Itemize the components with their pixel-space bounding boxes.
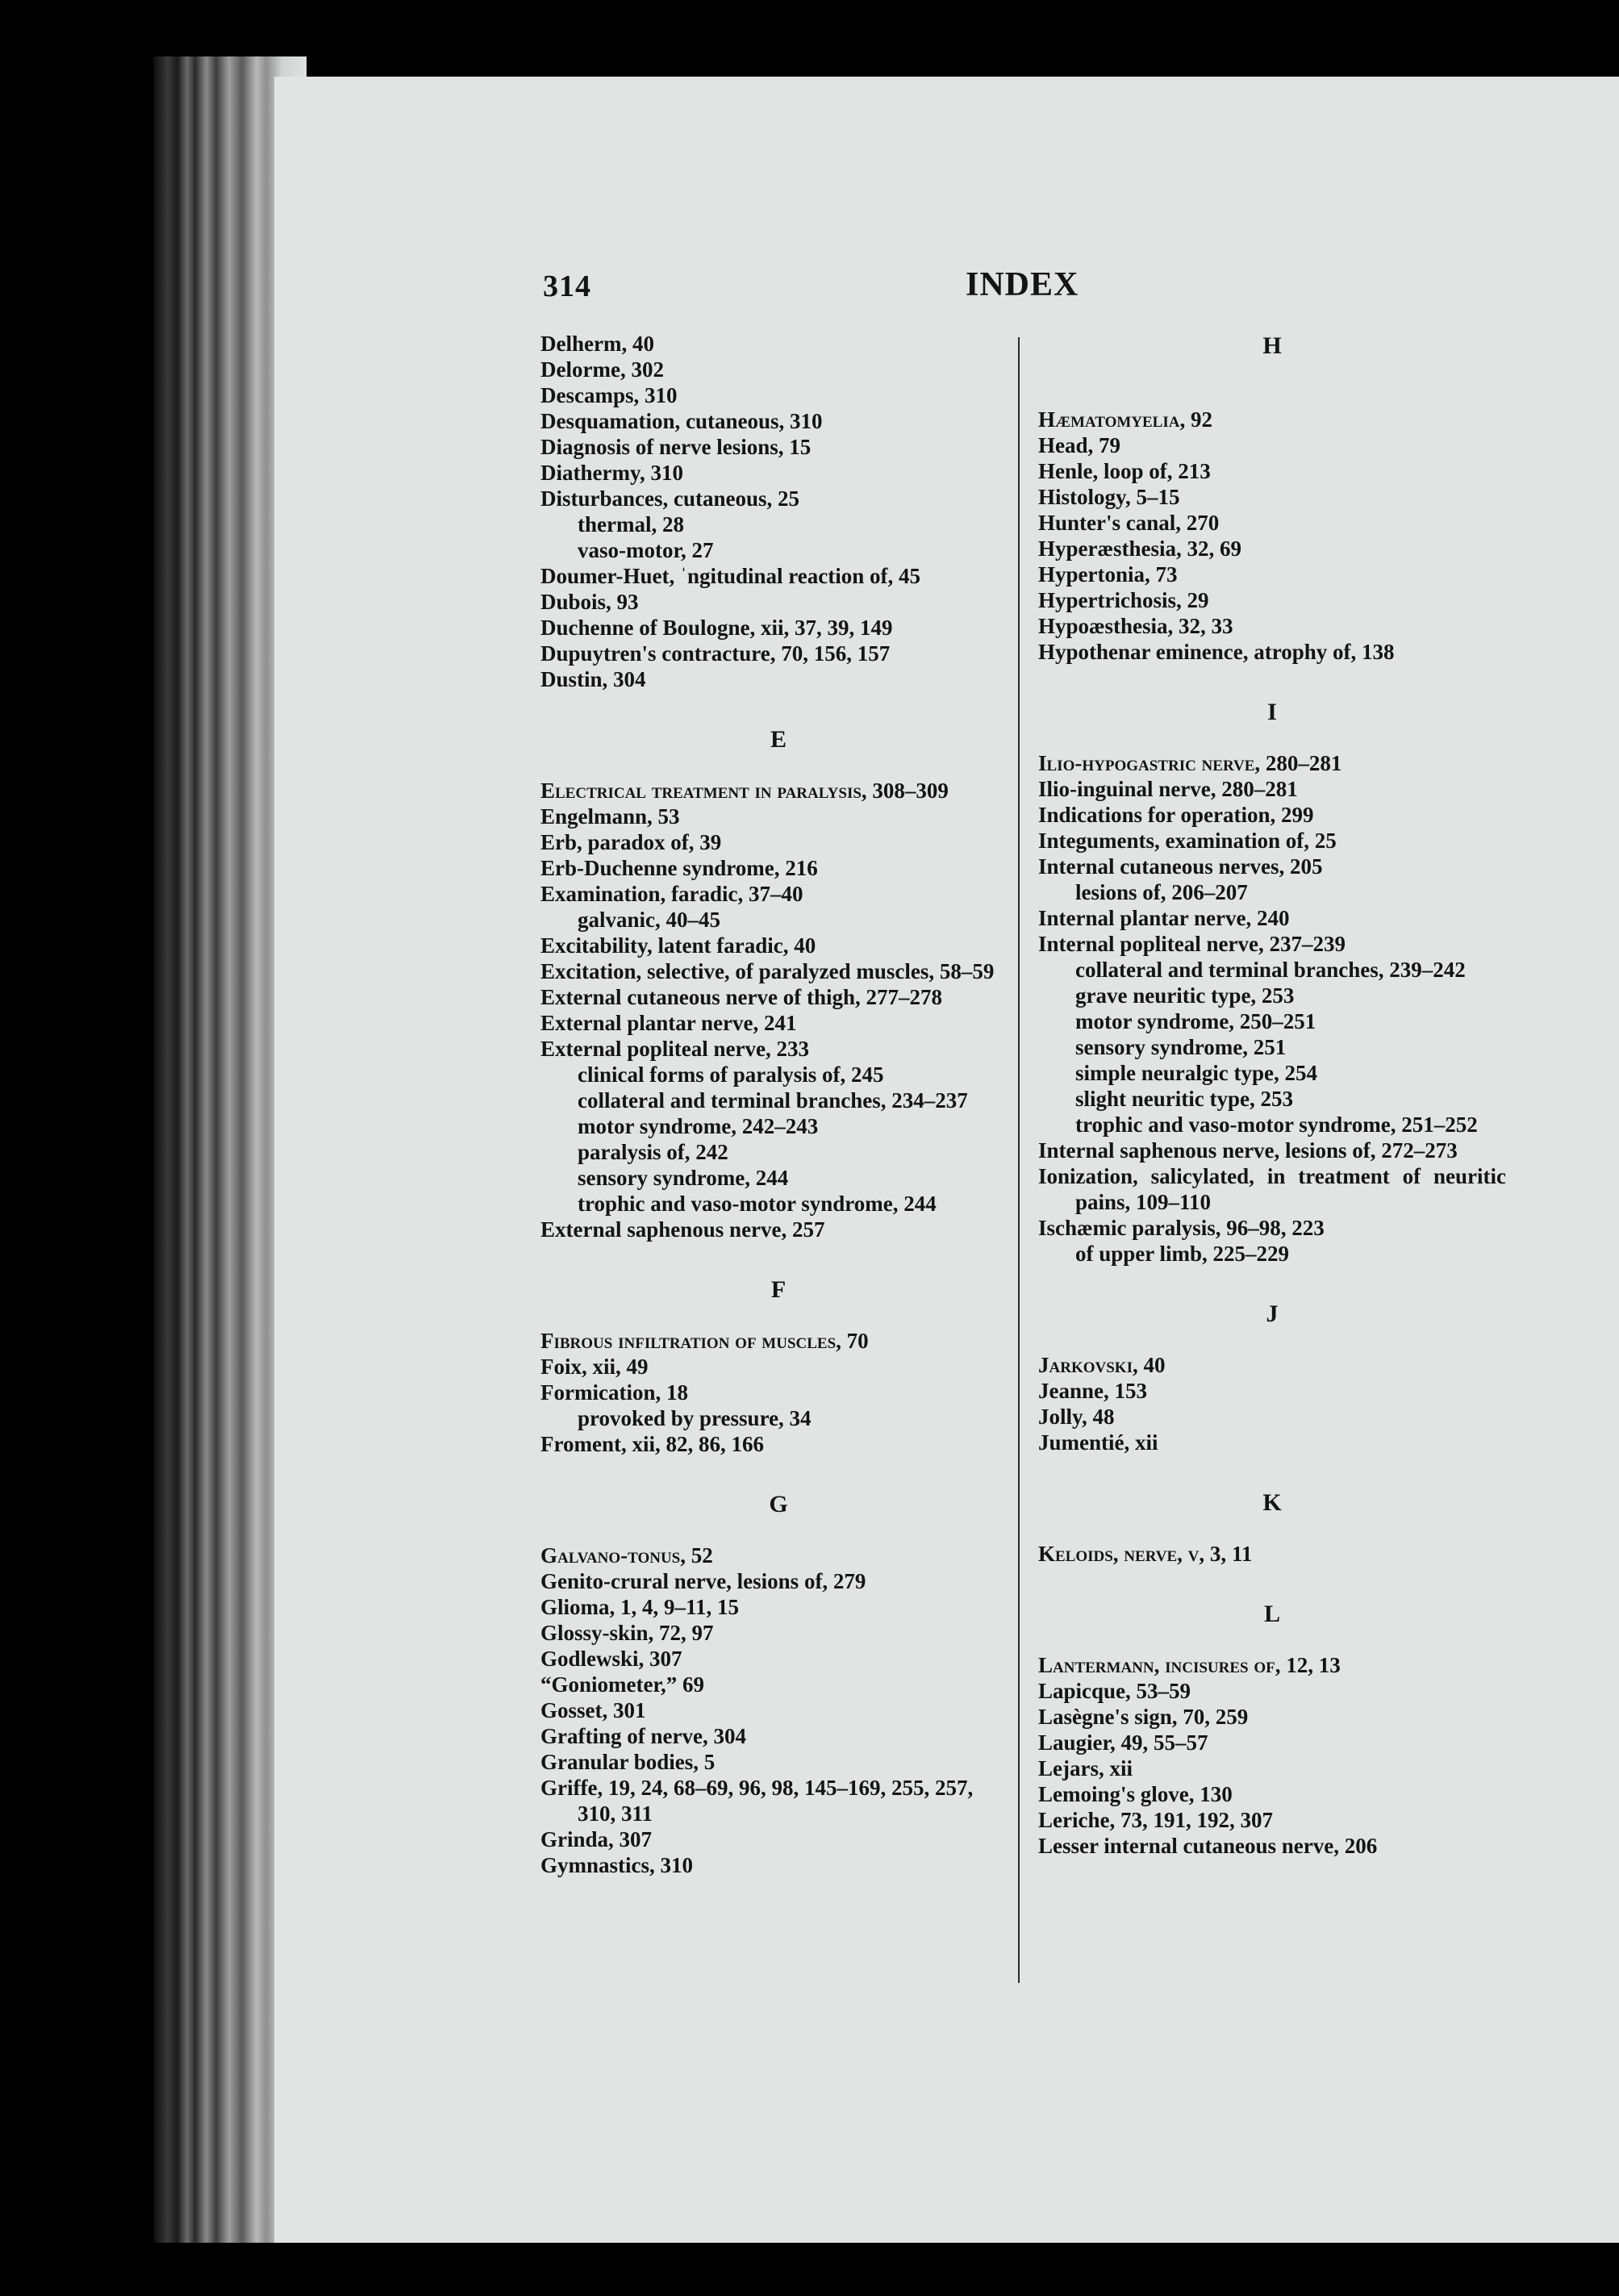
- index-entry: Engelmann, 53: [540, 804, 680, 829]
- index-entry: Ilio-hypogastric nerve, 280–281: [1038, 751, 1342, 775]
- index-entry: Diagnosis of nerve lesions, 15: [540, 435, 812, 459]
- index-entry: Internal popliteal nerve, 237–239: [1038, 932, 1346, 956]
- section-letter: I: [1267, 699, 1277, 725]
- index-entry: External plantar nerve, 241: [540, 1011, 797, 1035]
- spacer: [1038, 361, 1506, 384]
- index-entry: Granular bodies, 5: [540, 1750, 716, 1774]
- index-entry: Leriche, 73, 191, 192, 307: [1038, 1808, 1273, 1832]
- spacer: [540, 1242, 1016, 1275]
- index-entry: Godlewski, 307: [540, 1647, 682, 1671]
- index-subentry: trophic and vaso-motor syndrome, 244: [578, 1192, 937, 1216]
- section-letter: G: [769, 1491, 788, 1517]
- index-entry: Grafting of nerve, 304: [540, 1724, 746, 1748]
- index-entry: Lejars, xii: [1038, 1756, 1133, 1780]
- index-subentry: grave neuritic type, 253: [1075, 983, 1295, 1008]
- index-entry: Formication, 18: [540, 1380, 688, 1405]
- index-entry: Delherm, 40: [540, 332, 654, 356]
- column-divider: [1018, 337, 1020, 1983]
- index-subentry: motor syndrome, 242–243: [578, 1114, 819, 1138]
- index-subentry: sensory syndrome, 251: [1075, 1035, 1287, 1059]
- index-entry: Ionization, salicylated, in treatment of neuritic pains, 109–110: [1038, 1164, 1506, 1214]
- index-entry: Laugier, 49, 55–57: [1038, 1730, 1208, 1755]
- index-subentry: thermal, 28: [578, 512, 684, 536]
- index-entry: External saphenous nerve, 257: [540, 1217, 825, 1242]
- index-entry: Integuments, examination of, 25: [1038, 829, 1337, 853]
- index-entry: Fibrous infiltration of muscles, 70: [540, 1329, 869, 1353]
- index-subentry: collateral and terminal branches, 239–242: [1075, 958, 1466, 982]
- page-title: INDEX: [966, 266, 1079, 303]
- spacer: [540, 1305, 1016, 1328]
- index-entry: Lapicque, 53–59: [1038, 1679, 1191, 1703]
- section-letter: H: [1262, 332, 1282, 359]
- page-header: [543, 266, 1108, 309]
- spacer: [1038, 1518, 1506, 1541]
- index-subentry: lesions of, 206–207: [1075, 880, 1248, 904]
- index-entry: Histology, 5–15: [1038, 485, 1180, 509]
- index-entry: Duchenne of Boulogne, xii, 37, 39, 149: [540, 616, 893, 640]
- spacer: [540, 692, 1016, 724]
- index-entry: Excitability, latent faradic, 40: [540, 933, 816, 958]
- spacer: [1038, 1330, 1506, 1352]
- index-entry: Hyperæsthesia, 32, 69: [1038, 536, 1241, 561]
- section-letter: F: [770, 1276, 787, 1303]
- index-entry: Indications for operation, 299: [1038, 803, 1314, 827]
- index-entry: Hypoæsthesia, 32, 33: [1038, 614, 1233, 638]
- index-entry: External popliteal nerve, 233: [540, 1037, 809, 1061]
- index-entry: Hypertrichosis, 29: [1038, 588, 1209, 612]
- index-subentry: provoked by pressure, 34: [578, 1406, 812, 1430]
- index-entry: Dustin, 304: [540, 667, 646, 691]
- spacer: [540, 755, 1016, 778]
- index-entry: Glossy-skin, 72, 97: [540, 1621, 714, 1645]
- index-subentry: trophic and vaso-motor syndrome, 251–252: [1075, 1113, 1478, 1137]
- index-entry: Doumer-Huet, ˈngitudinal reaction of, 45: [540, 564, 920, 588]
- index-entry: External cutaneous nerve of thigh, 277–278: [540, 985, 942, 1009]
- page-number: 314: [543, 269, 591, 303]
- index-entry: Excitation, selective, of paralyzed muscles, 58–59: [540, 959, 995, 983]
- index-entry: Ischæmic paralysis, 96–98, 223: [1038, 1216, 1325, 1240]
- spacer: [1038, 384, 1506, 407]
- index-entry: Delorme, 302: [540, 357, 664, 382]
- index-entry: Hypertonia, 73: [1038, 562, 1178, 587]
- index-entry: Gymnastics, 310: [540, 1853, 693, 1877]
- spacer: [1038, 1455, 1506, 1488]
- index-entry: Examination, faradic, 37–40: [540, 882, 803, 906]
- index-entry: Hunter's canal, 270: [1038, 511, 1220, 535]
- index-entry: Lesser internal cutaneous nerve, 206: [1038, 1834, 1378, 1858]
- index-entry: Internal plantar nerve, 240: [1038, 906, 1290, 930]
- index-entry: Erb, paradox of, 39: [540, 830, 722, 854]
- spacer: [1038, 1630, 1506, 1652]
- index-entry: Froment, xii, 82, 86, 166: [540, 1432, 764, 1456]
- index-entry: Electrical treatment in paralysis, 308–309: [540, 779, 949, 803]
- index-entry: Lantermann, incisures of, 12, 13: [1038, 1653, 1341, 1677]
- spacer: [1038, 1567, 1506, 1599]
- index-entry: Erb-Duchenne syndrome, 216: [540, 856, 818, 880]
- index-subentry: simple neuralgic type, 254: [1075, 1061, 1317, 1085]
- index-subentry: paralysis of, 242: [578, 1140, 728, 1164]
- index-entry: Desquamation, cutaneous, 310: [540, 409, 823, 433]
- section-letter: L: [1263, 1601, 1280, 1627]
- index-entry: Jarkovski, 40: [1038, 1353, 1166, 1377]
- index-entry: Dubois, 93: [540, 590, 639, 614]
- index-entry: Internal cutaneous nerves, 205: [1038, 854, 1323, 879]
- index-entry: Hæmatomyelia, 92: [1038, 407, 1212, 432]
- section-letter: E: [770, 726, 787, 753]
- index-entry: Internal saphenous nerve, lesions of, 272–273: [1038, 1138, 1458, 1163]
- index-subentry: sensory syndrome, 244: [578, 1166, 789, 1190]
- index-entry: Jolly, 48: [1038, 1405, 1115, 1429]
- index-subentry: clinical forms of paralysis of, 245: [578, 1062, 884, 1087]
- index-subentry: motor syndrome, 250–251: [1075, 1009, 1316, 1033]
- spacer: [1038, 1267, 1506, 1299]
- index-entry: “Goniometer,” 69: [540, 1672, 704, 1697]
- index-entry: Henle, loop of, 213: [1038, 459, 1211, 483]
- index-entry: Griffe, 19, 24, 68–69, 96, 98, 145–169, 255, 257, 310, 311: [540, 1776, 974, 1826]
- index-entry: Disturbances, cutaneous, 25: [540, 486, 800, 511]
- spacer: [1038, 665, 1506, 697]
- index-entry: Descamps, 310: [540, 383, 678, 407]
- index-entry: Jumentié, xii: [1038, 1430, 1158, 1455]
- spacer: [540, 1520, 1016, 1542]
- index-entry: Lasègne's sign, 70, 259: [1038, 1705, 1249, 1729]
- index-entry: Keloids, nerve, v, 3, 11: [1038, 1542, 1253, 1566]
- index-entry: Gosset, 301: [540, 1698, 646, 1722]
- index-entry: Diathermy, 310: [540, 461, 683, 485]
- index-entry: Ilio-inguinal nerve, 280–281: [1038, 777, 1298, 801]
- index-entry: Head, 79: [1038, 433, 1121, 457]
- index-entry: Lemoing's glove, 130: [1038, 1782, 1233, 1806]
- index-entry: Galvano-tonus, 52: [540, 1543, 713, 1568]
- index-subentry: vaso-motor, 27: [578, 538, 714, 562]
- index-entry: Genito-crural nerve, lesions of, 279: [540, 1569, 866, 1593]
- index-entry: Jeanne, 153: [1038, 1379, 1147, 1403]
- index-subentry: collateral and terminal branches, 234–237: [578, 1088, 968, 1113]
- index-entry: Hypothenar eminence, atrophy of, 138: [1038, 640, 1395, 664]
- index-entry: Grinda, 307: [540, 1827, 653, 1851]
- index-entry: Dupuytren's contracture, 70, 156, 157: [540, 641, 891, 666]
- index-entry: Foix, xii, 49: [540, 1355, 649, 1379]
- index-subentry: of upper limb, 225–229: [1075, 1242, 1290, 1266]
- index-column-left: [540, 331, 1016, 1878]
- section-letter: K: [1262, 1489, 1282, 1516]
- index-subentry: slight neuritic type, 253: [1075, 1087, 1293, 1111]
- spacer: [1038, 728, 1506, 750]
- index-entry: Glioma, 1, 4, 9–11, 15: [540, 1595, 740, 1619]
- index-subentry: galvanic, 40–45: [578, 908, 721, 932]
- index-column-right: [1038, 331, 1506, 1859]
- spacer: [540, 1457, 1016, 1489]
- section-letter: J: [1266, 1300, 1279, 1327]
